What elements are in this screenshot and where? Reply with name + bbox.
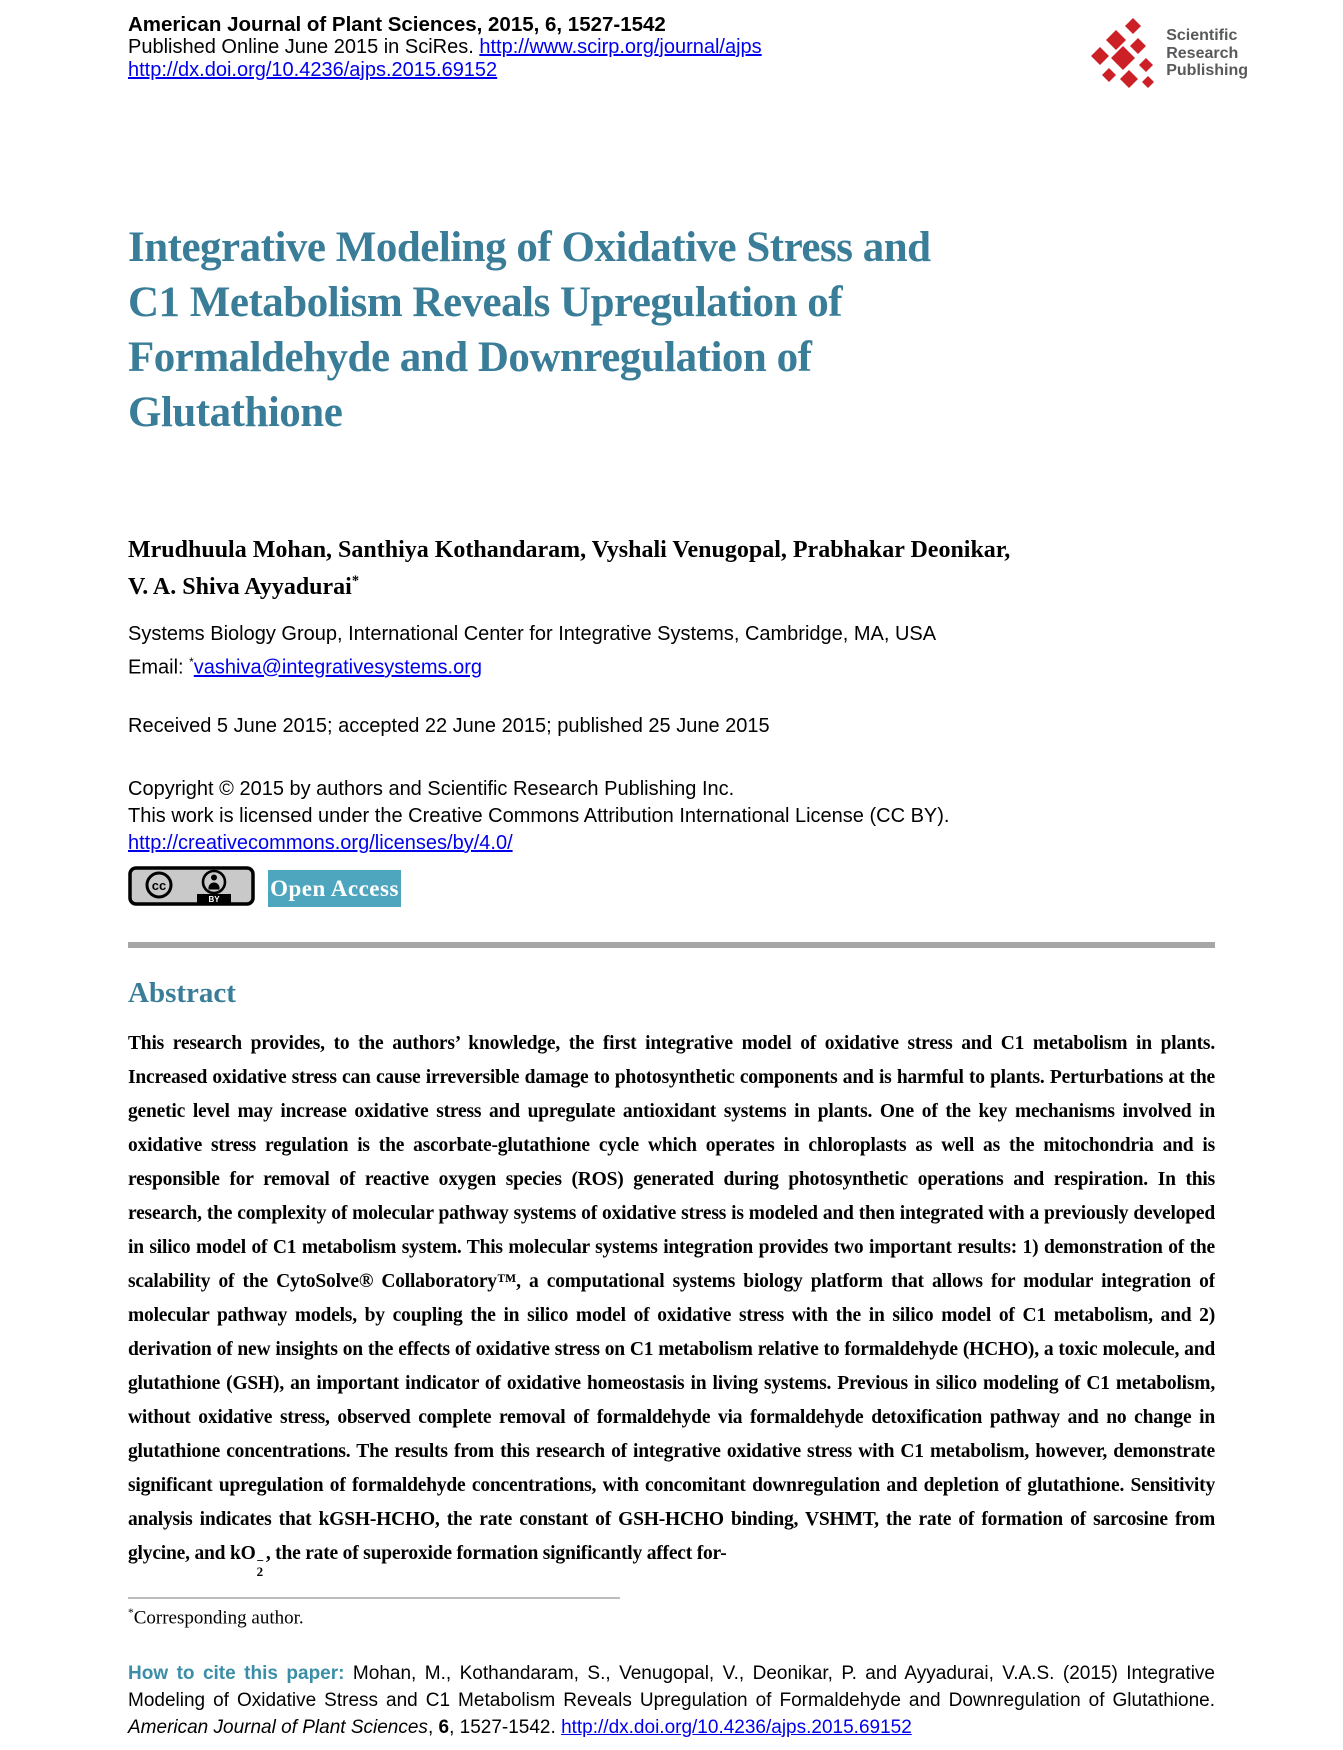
- abstract-text-2: , the rate of superoxide formation significantly affect for-: [265, 1542, 727, 1564]
- publisher-logo: [1091, 17, 1248, 96]
- svg-text:BY: BY: [208, 895, 220, 905]
- cite-pages: , 1527-1542.: [449, 1717, 562, 1738]
- formula-base: kO: [229, 1542, 256, 1564]
- open-access-button[interactable]: Open Access: [268, 870, 401, 907]
- email-line: [128, 648, 1215, 682]
- authors-line-2: [128, 566, 1215, 603]
- title-line-1: Integrative Modeling of Oxidative Stress and: [128, 224, 931, 271]
- journal-info: [128, 13, 762, 82]
- how-to-cite-block: [128, 1660, 1215, 1741]
- footnote-text: [128, 1607, 1215, 1629]
- paper-title: [128, 220, 1215, 440]
- cc-link-line: [128, 830, 1215, 857]
- authors-line-1: Mrudhuula Mohan, Santhiya Kothandaram, Vyshali Venugopal, Prabhakar Deonikar,: [128, 537, 1011, 563]
- journal-title-line: American Journal of Plant Sciences, 2015, 6, 1527-1542: [128, 13, 666, 36]
- copyright-line: Copyright © 2015 by authors and Scientific Research Publishing Inc.: [128, 777, 735, 800]
- cite-text-1: Mohan, M., Kothandaram, S., Venugopal, V., Deonikar, P. and Ayyadurai, V.A.S. (2015) Integrative Modeling of Oxidative Stress and C1 Metabolism Reveals Upregulation of Formaldehyde and Downregulation of Glutathione.: [128, 1663, 1215, 1711]
- published-prefix: Published Online June 2015 in SciRes.: [128, 36, 480, 58]
- footnote-block: [128, 1597, 1215, 1629]
- cite-doi-link[interactable]: http://dx.doi.org/10.4236/ajps.2015.69152: [561, 1717, 912, 1738]
- footnote-rule: [128, 1597, 620, 1599]
- cite-journal-name: American Journal of Plant Sciences: [128, 1717, 428, 1738]
- email-asterisk: *: [189, 655, 194, 669]
- journal-link[interactable]: http://www.scirp.org/journal/ajps: [479, 36, 762, 58]
- abstract-text-1: This research provides, to the authors’ knowledge, the first integrative model of oxidative stress and C1 metabolism in plants. Increased oxidative stress can cause irreversible damage to photosynthetic components and is harmful to plants. Perturbations at the genetic level may increase oxidative stress and upregulate antioxidant systems in plants. One of the key mechanisms involved in oxidative stress regulation is the ascorbate-glutathione cycle which operates in chloroplasts as well as the mitochondria and is responsible for removal of reactive oxygen species (ROS) generated during photosynthetic operations and respiration. In this research, the complexity of molecular pathway systems of oxidative stress is modeled and then integrated with a previously developed in silico model of C1 metabolism system. This molecular systems integration provides two important results: 1) demonstration of the scalability of the CytoSolve® Collaboratory™, a computational systems biology platform that allows for modular integration of molecular pathway models, by coupling the in silico model of oxidative stress with the in silico model of C1 metabolism, and 2) derivation of new insights on the effects of oxidative stress on C1 metabolism relative to formaldehyde (HCHO), a toxic molecule, and glutathione (GSH), an important indicator of oxidative homeostasis in living systems. Previous in silico modeling of C1 metabolism, without oxidative stress, observed complete removal of formaldehyde via formaldehyde detoxification pathway and no change in glutathione concentrations. The results from this research of integrative oxidative stress with C1 metabolism, however, demonstrate significant upregulation of formaldehyde concentrations, with concomitant downregulation and depletion of glutathione. Sensitivity analysis indicates that kGSH-HCHO, the rate constant of GSH-HCHO binding, VSHMT, the rate of formation of sarcosine from glycine, and: [128, 1032, 1215, 1564]
- email-label: Email:: [128, 656, 190, 679]
- affiliation-block: [128, 620, 1215, 682]
- doi-line: [128, 59, 762, 82]
- publisher-name: [1166, 17, 1248, 80]
- abstract-body: [128, 1027, 1215, 1577]
- footnote-label: Corresponding author.: [133, 1607, 304, 1629]
- affiliation-text: Systems Biology Group, International Center for Integrative Systems, Cambridge, MA, USA: [128, 623, 937, 645]
- author-asterisk: *: [351, 573, 360, 589]
- corresponding-author-name: V. A. Shiva Ayyadurai: [128, 574, 352, 600]
- cite-label: How to cite this paper:: [128, 1663, 345, 1684]
- title-line-2: C1 Metabolism Reveals Upregulation of: [128, 279, 843, 326]
- footnote-asterisk: *: [128, 1607, 134, 1619]
- cite-volume: 6: [438, 1717, 450, 1738]
- cite-separator: ,: [427, 1717, 439, 1738]
- logo-line-3: Publishing: [1166, 62, 1248, 79]
- title-line-3: Formaldehyde and Downregulation of: [128, 334, 812, 381]
- title-line-4: Glutathione: [128, 389, 343, 436]
- published-line: [128, 36, 762, 59]
- superoxide-formula: [229, 1542, 266, 1577]
- cc-license-line: This work is licensed under the Creative Commons Attribution International License (CC BY).: [128, 804, 950, 827]
- doi-link[interactable]: http://dx.doi.org/10.4236/ajps.2015.69152: [128, 59, 498, 81]
- section-divider: [128, 942, 1215, 948]
- badge-row: [128, 869, 1215, 909]
- page-header: [128, 0, 1248, 96]
- received-dates: Received 5 June 2015; accepted 22 June 2015; published 25 June 2015: [128, 714, 770, 737]
- email-link[interactable]: vashiva@integrativesystems.org: [193, 656, 482, 679]
- scirp-diamonds-icon: [1091, 17, 1157, 96]
- svg-text:cc: cc: [151, 878, 167, 894]
- license-block: [128, 776, 1215, 857]
- logo-line-1: Scientific: [1166, 27, 1238, 44]
- cc-license-link[interactable]: http://creativecommons.org/licenses/by/4.0/: [128, 831, 513, 854]
- formula-sub: 2: [256, 1563, 263, 1577]
- author-list: [128, 535, 1215, 603]
- abstract-heading: Abstract: [128, 976, 236, 1009]
- cc-by-badge[interactable]: [128, 866, 255, 911]
- logo-line-2: Research: [1166, 44, 1239, 62]
- formula-sup: −: [256, 1552, 264, 1568]
